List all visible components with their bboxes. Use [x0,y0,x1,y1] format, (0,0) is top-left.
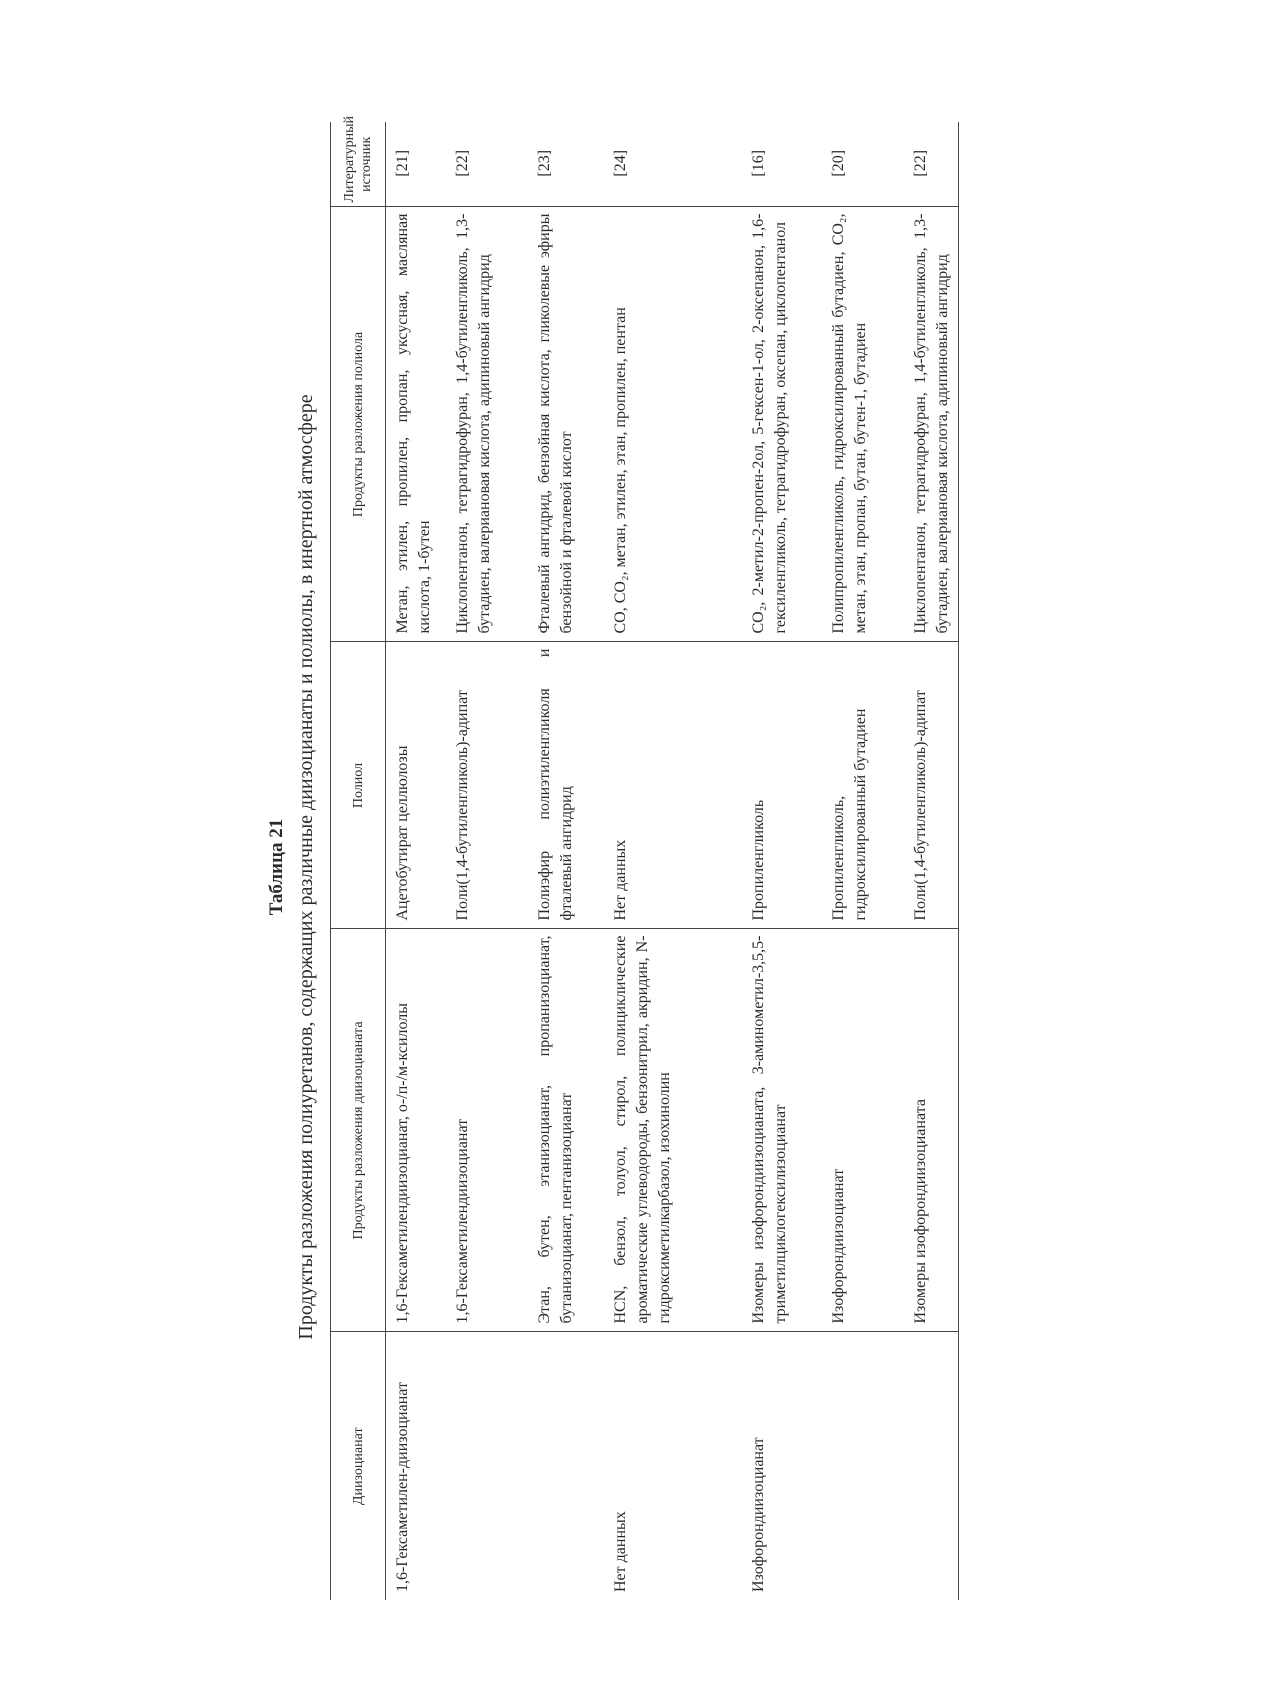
cell-diisocyanate-products: 1,6-Гексаметилендиизоцианат, о-/п-/м-ксилолы [386,929,446,1332]
cell-source: [24] [604,122,742,207]
cell-source: [16] [742,122,822,207]
cell-diisocyanate-products: Изомеры изофорондиизоцианата, 3-аминометил-3,5,5-триметилциклогексилизоцианат [742,929,822,1332]
cell-source: [22] [446,122,528,207]
cell-source: [23] [528,122,604,207]
cell-polyol-products: Фталевый ангидрид, бензойная кислота, гликолевые эфиры бензойной и фталевой кислот [528,207,604,642]
cell-diisocyanate: Изофорондиизоцианат [749,1437,767,1592]
table-row [604,122,742,1600]
cell-polyol-products: Циклопентанон, тетрагидрофуран, 1,4-бутиленгликоль, 1,3-бутадиен, валериановая кислота, адипиновый ангидрид [904,207,959,642]
cell-polyol-products: Полипропиленгликоль, гидроксилированный бутадиен, CO₂, метан, этан, пропан, бутан, бутен-1, бутадиен [822,207,904,642]
table-row [446,122,528,1600]
cell-polyol-products: CO₂, 2-метил-2-пропен-2ол, 5-гексен-1-ол, 2-оксепанон, 1,6-гексиленгликоль, тетрагидрофуран, оксепан, циклопентанол [742,207,822,642]
cell-diisocyanate [822,1332,904,1600]
cell-diisocyanate-products: Этан, бутен, этанизоцианат, пропанизоцианат, бутанизоцианат, пентанизоцианат [528,929,604,1332]
table-row [528,122,604,1600]
cell-diisocyanate [904,1332,959,1600]
table-header-row [331,122,386,1600]
cell-polyol-products: Циклопентанон, тетрагидрофуран, 1,4-бутиленгликоль, 1,3-бутадиен, валериановая кислота, адипиновый ангидрид [446,207,528,642]
cell-polyol-products: Метан, этилен, пропилен, пропан, уксусная, масляная кислота, 1-бутен [386,207,446,642]
cell-source: [21] [386,122,446,207]
data-table-wrapper [330,116,952,1600]
header-diisocyanate-products: Продукты разложения диизоцианата [331,929,386,1332]
table-caption: Продукты разложения полиуретанов, содержащих различные диизоцианаты и полиолы, в инертной атмосфере [295,394,317,1340]
cell-polyol: Поли(1,4-бутиленгликоль)-адипат [446,642,528,929]
table-row [904,122,959,1600]
cell-diisocyanate: 1,6-Гексаметилен-диизоцианат [394,1382,411,1592]
cell-polyol: Нет данных [604,642,742,929]
cell-diisocyanate: Нет данных [611,1511,629,1592]
decomposition-products-table [330,116,959,1600]
header-source: Литературный источник [331,122,386,207]
cell-polyol: Ацетобутират целлюлозы [386,642,446,929]
cell-diisocyanate-products: Изофорондиизоцианат [822,929,904,1332]
rotated-page-content [262,116,952,1612]
cell-source: [22] [904,122,959,207]
cell-diisocyanate-products: Изомеры изофорондиизоцианата [904,929,959,1332]
table-row [386,122,446,1600]
cell-polyol: Полиэфир полиэтиленгликоля и фталевый ангидрид [528,642,604,929]
table-row [742,122,822,1600]
cell-polyol: Поли(1,4-бутиленгликоль)-адипат [904,642,959,929]
cell-diisocyanate [446,1332,528,1600]
cell-diisocyanate [528,1332,604,1600]
header-polyol: Полиол [331,642,386,929]
cell-source: [20] [822,122,904,207]
header-diisocyanate: Диизоцианат [331,1332,386,1600]
table-number: Таблица 21 [266,818,287,916]
table-row [822,122,904,1600]
cell-polyol: Пропиленгликоль [742,642,822,929]
cell-polyol: Пропиленгликоль, гидроксилированный бутадиен [822,642,904,929]
cell-diisocyanate-products: HCN, бензол, толуол, стирол, полициклические ароматические углеводороды, бензонитрил, акридин, N-гидроксиметилкарбазол, изохинолин [604,929,742,1332]
cell-diisocyanate-products: 1,6-Гексаметилендиизоцианат [446,929,528,1332]
cell-polyol-products: CO, CO₂, метан, этилен, этан, пропилен, пентан [604,207,742,642]
header-polyol-products: Продукты разложения полиола [331,207,386,642]
